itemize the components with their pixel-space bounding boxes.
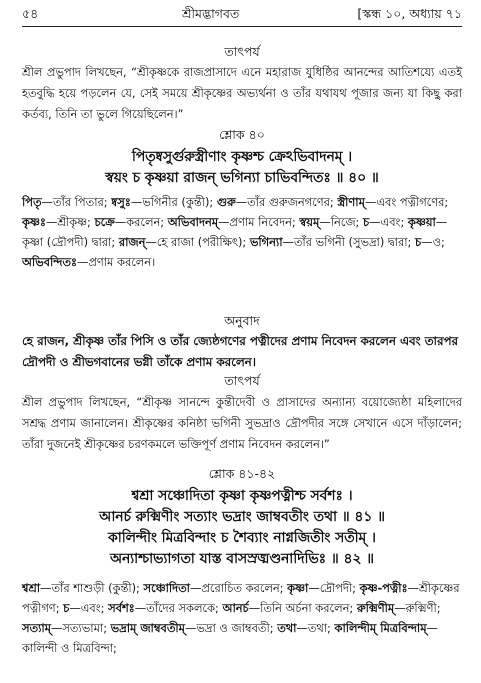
- verse-line: স্বয়ং চ কৃষ্ণয়া রাজন্ ভগিন্যা চাভিবন্দিতঃ ॥ ৪০ ॥: [105, 170, 379, 186]
- synonym-meaning: —এবং;: [69, 601, 109, 615]
- running-title: শ্রীমদ্ভাগবত: [182, 6, 240, 21]
- synonym-meaning: —কালিন্দী ও মিত্রবিন্দা;: [22, 621, 438, 655]
- synonym-word: সত্যাম্: [22, 621, 52, 635]
- synonym-meaning: —তাঁর শাশুড়ী (কুন্তী);: [40, 581, 144, 595]
- synonym-word: রুক্মিণীম্: [356, 601, 395, 615]
- synonym-word: চ: [362, 215, 370, 229]
- synonym-word: তথা: [277, 621, 297, 635]
- synonym-meaning: —এবং;: [369, 215, 408, 229]
- synonym-word: চক্রে: [94, 215, 115, 229]
- synonym-word: কৃষ্ণয়া: [407, 215, 436, 229]
- synonym-word: কৃষ্ণঃ: [22, 215, 46, 229]
- verse-line: পিতৃষ্বসুর্গুরুস্ত্রীণাং কৃষ্ণশ্চ ক্রেঽভিবাদনম্ ।: [131, 149, 353, 165]
- synonym-meaning: —তথা;: [296, 621, 335, 635]
- translation-heading: অনুবাদ: [224, 313, 260, 328]
- synonym-word: কালিন্দীম্ মিত্রবিন্দাম্: [334, 621, 427, 635]
- synonyms: [22, 578, 462, 658]
- synonym-meaning: —তিনি অর্চনা করলেন;: [248, 601, 357, 615]
- sloka-heading: শ্লোক ৪০: [219, 127, 265, 142]
- synonym-word: কৃষ্ণ-পত্নীঃ: [359, 581, 408, 595]
- synonym-word: পিতৃ: [22, 195, 42, 209]
- synonym-meaning: —করলেন;: [114, 215, 168, 229]
- header-rule: [22, 26, 462, 27]
- purport-heading: তাৎপর্য: [224, 44, 260, 59]
- synonym-meaning: —শ্রীকৃষ্ণের পত্নীগণ;: [22, 581, 460, 615]
- synonym-word: অভিবাদনম্: [167, 215, 219, 229]
- synonym-meaning: —নিজে;: [319, 215, 363, 229]
- synonym-word: ভগিন্যা: [249, 235, 283, 249]
- synonym-meaning: —প্ররোচিত করলেন;: [189, 581, 288, 595]
- synonym-meaning: —সত্যভামা;: [51, 621, 111, 635]
- verse-line: আনর্চ রুক্মিণীং সত্যাং ভদ্রাং জাম্ববতীং তথা ॥ ৪১ ॥: [99, 509, 385, 525]
- synonym-meaning: —প্রণাম করলেন।: [76, 255, 156, 269]
- sloka-verse: [22, 147, 462, 189]
- synonym-word: সঞ্চোদিতা: [143, 581, 190, 595]
- purport-heading: তাৎপর্য: [224, 373, 260, 388]
- synonym-word: রাজন্: [118, 235, 146, 249]
- synonym-meaning: —তাঁর গুরুজনগণের;: [235, 195, 338, 209]
- synonym-word: সর্বশঃ: [108, 601, 135, 615]
- synonym-word: স্বয়ম্: [299, 215, 320, 229]
- synonym-meaning: —ও;: [421, 235, 445, 249]
- synonym-meaning: —শ্রীকৃষ্ণ;: [45, 215, 95, 229]
- synonym-meaning: —ভদ্রা ও জাম্ববতী;: [185, 621, 278, 635]
- synonym-word: শ্বশ্রা: [22, 581, 41, 595]
- synonym-word: চ: [63, 601, 70, 615]
- page-header: [22, 6, 462, 28]
- verse-line: কালিন্দীং মিত্রবিন্দাং চ শৈব্যাং নাগ্নজিতীং সতীম্ ।: [108, 530, 376, 546]
- purport-text: শ্রীল প্রভুপাদ লিখছেন, “শ্রীকৃষ্ণকে রাজপ্রাসাদে এনে মহারাজ যুধিষ্ঠির আনন্দের আতিশয্যে এতই হতবুদ্ধি হয়ে পড়লেন যে, সেই সময়ে শ্রীকৃষ্ণের অভ্যর্থনা ও তাঁর যথাযথ পূজার জন্য যা কিছু করা কর্তব্য, তিনি তা ভুলে গিয়েছিলেন।”: [22, 65, 462, 121]
- synonym-meaning: —তাঁদের সকলকে;: [134, 601, 223, 615]
- translation-text: হে রাজন, শ্রীকৃষ্ণ তাঁর পিসি ও তাঁর জ্যেষ্ঠগণের পত্নীদের প্রণাম নিবেদন করলেন এবং তারপর দ্রৌপদী ও শ্রীভগবানের ভগ্নী তাঁকে প্রণাম করলেন।: [22, 334, 458, 369]
- synonym-word: গুরু: [216, 195, 236, 209]
- synonym-meaning: —তাঁর ভগিনী (সুভদ্রা) দ্বারা;: [282, 235, 416, 249]
- synonym-meaning: —কৃষ্ণা (দ্রৌপদী) দ্বারা;: [22, 215, 448, 249]
- synonym-word: স্ত্রীণাম্: [337, 195, 365, 209]
- sloka-verse: [22, 486, 462, 570]
- synonym-meaning: —তাঁর পিতার;: [41, 195, 112, 209]
- page-number: ৫৪: [22, 6, 39, 21]
- synonym-meaning: —ভগিনীর (কুন্তী);: [130, 195, 217, 209]
- sloka-heading: শ্লোক ৪১-৪২: [208, 466, 276, 481]
- verse-line: শ্বশ্রা সঞ্চোদিতা কৃষ্ণা কৃষ্ণপত্নীশ্চ সর্বশঃ ।: [131, 488, 353, 504]
- synonyms: [22, 192, 462, 272]
- synonym-word: ষ্বসুঃ: [111, 195, 131, 209]
- verse-line: অন্যাশ্চাভ্যাগতা যাস্ত বাসস্রঙ্মণ্ডনাদিভিঃ ॥ ৪২ ॥: [110, 551, 374, 567]
- synonym-meaning: —রুক্মিণী;: [394, 601, 441, 615]
- synonym-word: কৃষ্ণা: [287, 581, 309, 595]
- synonym-meaning: —এবং পত্নীগণের;: [364, 195, 449, 209]
- synonym-word: অভিবন্দিতঃ: [22, 255, 77, 269]
- purport-text: শ্রীল প্রভুপাদ লিখছেন, “শ্রীকৃষ্ণ সানন্দে কুন্তীদেবী ও প্রাসাদের অন্যান্য বয়োজ্যেষ্ঠা মহিলাদের সশ্রদ্ধ প্রণাম জানালেন। শ্রীকৃষ্ণের কনিষ্ঠা ভগিনী সুভদ্রাও দ্রৌপদীর সঙ্গে সেখানে এসে দাঁড়ালেন; তাঁরা দুজনেই শ্রীকৃষ্ণের চরণকমলে ভক্তিপূর্ণ প্রণাম নিবেদন করলেন।”: [22, 395, 462, 451]
- chapter-reference: [স্কন্ধ ১০, অধ্যায় ৭১: [357, 6, 462, 21]
- synonym-word: আনর্চ: [222, 601, 249, 615]
- synonym-meaning: —দ্রৌপদী;: [308, 581, 360, 595]
- synonym-word: ভদ্রাম্ জাম্ববতীম্: [110, 621, 185, 635]
- synonym-meaning: —প্রণাম নিবেদন;: [218, 215, 300, 229]
- synonym-meaning: —হে রাজা (পরীক্ষিৎ);: [145, 235, 250, 249]
- synonym-word: চ: [415, 235, 422, 249]
